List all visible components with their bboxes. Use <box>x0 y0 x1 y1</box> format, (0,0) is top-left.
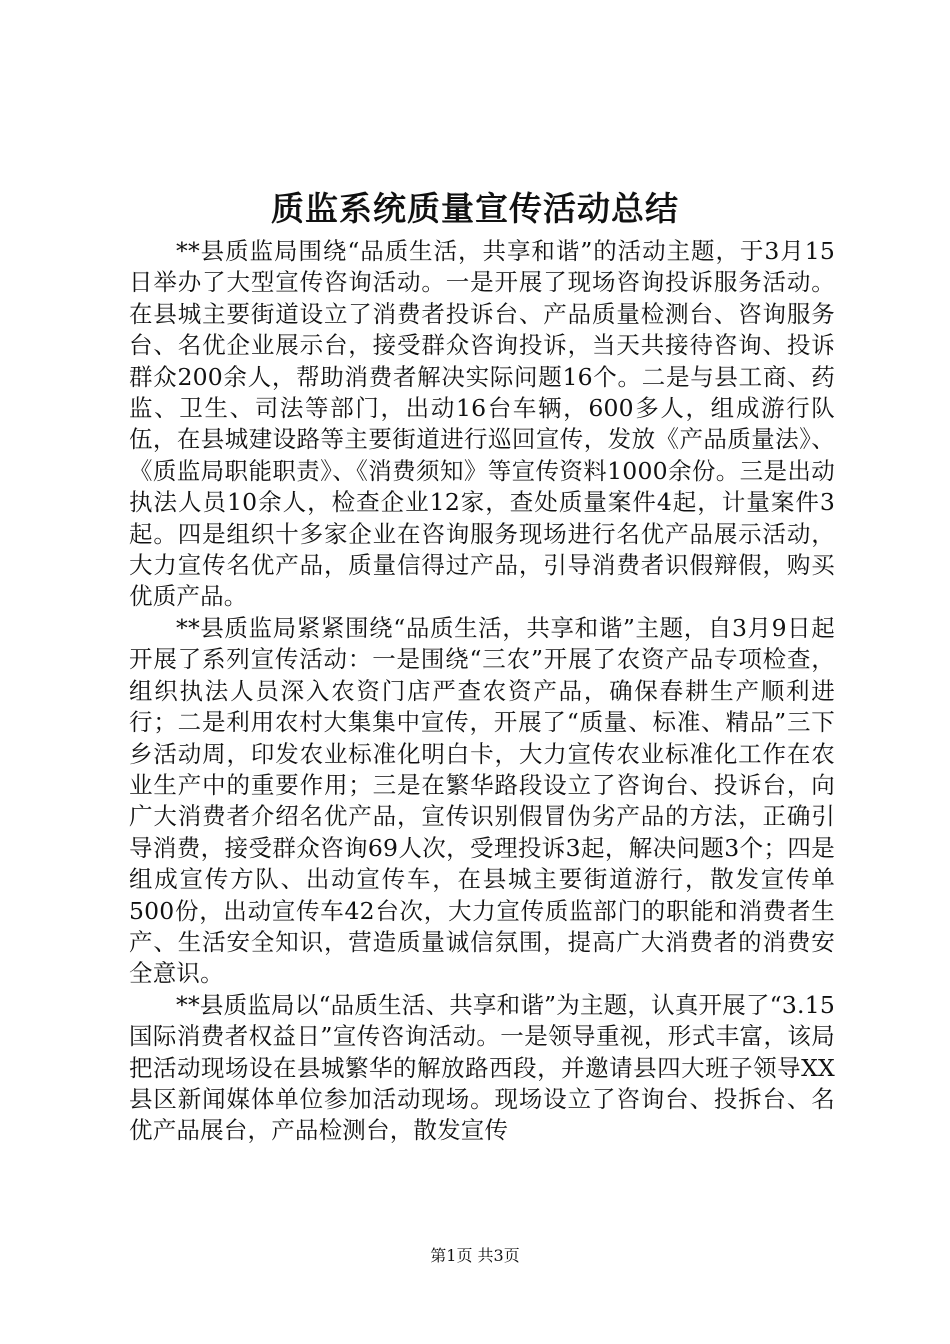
paragraph-1: **县质监局围绕“品质生活，共享和谐”的活动主题，于3月15日举办了大型宣传咨询活动。一是开展了现场咨询投诉服务活动。在县城主要街道设立了消费者投诉台、产品质量检测台、咨询服务台、名优企业展示台，接受群众咨询投诉，当天共接待咨询、投诉群众200余人，帮助消费者解决实际问题16个。二是与县工商、药监、卫生、司法等部门，出动16台车辆，600多人，组成游行队伍，在县城建设路等主要街道进行巡回宣传，发放《产品质量法》、《质监局职能职责》、《消费须知》等宣传资料1000余份。三是出动执法人员10余人，检查企业12家，查处质量案件4起，计量案件3起。四是组织十多家企业在咨询服务现场进行名优产品展示活动，大力宣传名优产品，质量信得过产品，引导消费者识假辩假，购买优质产品。 <box>129 237 835 611</box>
page-number-footer: 第1页 共3页 <box>430 1246 520 1265</box>
document-body <box>129 236 835 1147</box>
document-title: 质监系统质量宣传活动总结 <box>271 189 679 228</box>
paragraph-3: **县质监局以“品质生活、共享和谐”为主题，认真开展了“3.15国际消费者权益日”宣传咨询活动。一是领导重视，形式丰富，该局把活动现场设在县城繁华的解放路西段，并邀请县四大班子领导XX县区新闻媒体单位参加活动现场。现场设立了咨询台、投拆台、名优产品展台，产品检测台，散发宣传 <box>129 990 835 1145</box>
paragraph-2: **县质监局紧紧围绕“品质生活，共享和谐”主题，自3月9日起开展了系列宣传活动：一是围绕“三农”开展了农资产品专项检查，组织执法人员深入农资门店严查农资产品，确保春耕生产顺利进行；二是利用农村大集集中宣传，开展了“质量、标准、精品”三下乡活动周，印发农业标准化明白卡，大力宣传农业标准化工作在农业生产中的重要作用；三是在繁华路段设立了咨询台、投诉台，向广大消费者介绍名优产品，宣传识别假冒伪劣产品的方法，正确引导消费，接受群众咨询69人次，受理投诉3起，解决问题3个；四是组成宣传方队、出动宣传车，在县城主要街道游行，散发宣传单500份，出动宣传车42台次，大力宣传质监部门的职能和消费者生产、生活安全知识，营造质量诚信氛围，提高广大消费者的消费安全意识。 <box>129 613 835 988</box>
